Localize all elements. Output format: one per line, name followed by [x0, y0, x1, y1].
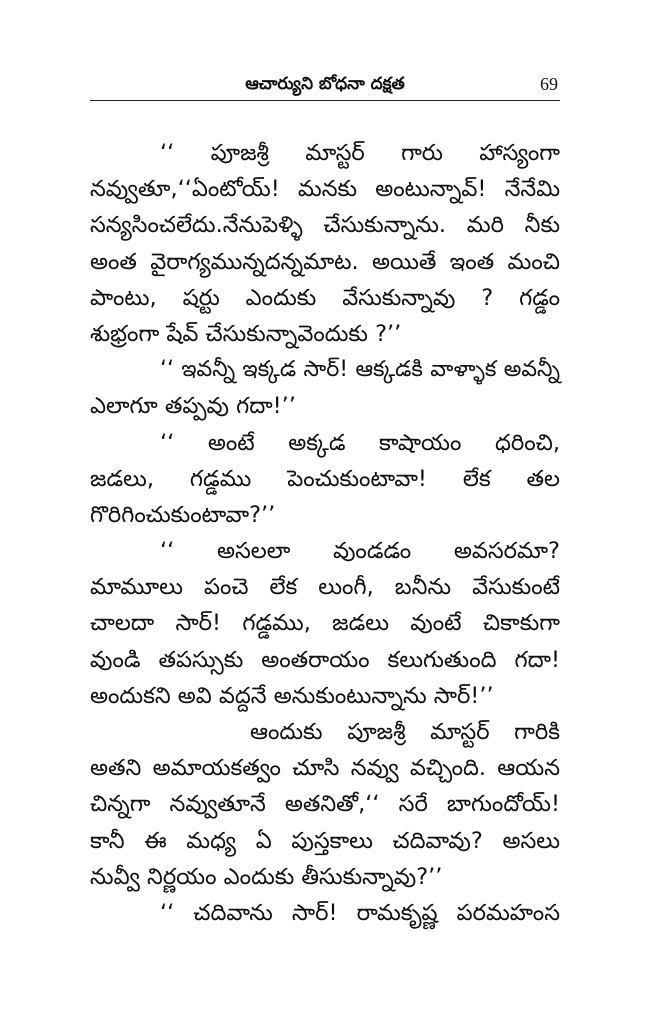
- text-line: జడలు, గడ్డము పెంచుకుంటావా! లేక తల: [90, 465, 560, 492]
- running-title: ఆచార్యుని బోధనా దక్షత: [245, 74, 405, 94]
- running-header: [90, 64, 560, 101]
- text-line: చిన్నగా నవ్వుతూనే అతనితో,‘‘ సరే బాగుందోయ్!: [90, 791, 560, 818]
- text-line: ‘‘ అసలలా వుండడం అవసరమా?: [160, 538, 560, 565]
- text-line: సన్యసించలేదు.నేనుపెళ్ళి చేసుకున్నాను. మరి నీకు: [90, 212, 560, 239]
- text-line: నవ్వుతూ,‘‘ఏంటోయ్! మనకు అంటున్నావ్! నేనేమి: [90, 176, 560, 203]
- text-line: ‘‘ ఇవన్నీ ఇక్కడ సార్! ఆక్కడకి వాళ్ళాక అవన్నీ: [160, 357, 560, 383]
- text-line: పాంటు, షర్టు ఎందుకు వేసుకున్నావు ? గడ్డం: [90, 284, 560, 311]
- page-number: 69: [540, 74, 558, 94]
- text-line: ఎలాగూ తప్పవు గదా!’’: [90, 393, 296, 420]
- text-line: అంత వైరాగ్యమున్నదన్నమాట. అయితే ఇంత మంచి: [90, 248, 560, 275]
- text-line: గొరిగించుకుంటావా?’’: [90, 501, 276, 528]
- text-line: అందుకని అవి వద్దనే అనుకుంటున్నాను సార్!’’: [90, 682, 494, 709]
- text-line: వుండి తపస్సుకు అంతరాయం కలుగుతుంది గదా!: [90, 646, 560, 673]
- text-line: నువ్వీ నిర్ణయం ఎందుకు తీసుకున్నావు?’’: [90, 863, 443, 890]
- body-text: [90, 135, 560, 931]
- text-line: అతని అమాయకత్వం చూసి నవ్వు వచ్చింది. ఆయన: [90, 755, 560, 782]
- text-line: కానీ ఈ మధ్య ఏ పుస్తకాలు చదివావు? అసలు: [90, 827, 560, 854]
- text-line: ‘‘ పూజశ్రీ మాస్టర్ గారు హాస్యంగా: [160, 140, 560, 166]
- text-line: శుభ్రంగా షేవ్ చేసుకున్నావెందుకు ?’’: [90, 320, 402, 347]
- text-line: చాలదా సార్! గడ్డము, జడలు వుంటే చికాకుగా: [90, 610, 560, 637]
- text-line: ‘‘ చదివాను సార్! రామకృష్ణ పరమహంస: [160, 899, 560, 926]
- text-line: మామూలు పంచె లేక లుంగీ, బనీను వేసుకుంటే: [90, 574, 560, 601]
- text-line: ‘‘ అంటే అక్కడ కాషాయం ధరించి,: [160, 429, 560, 456]
- text-line: ఆందుకు పూజశ్రీ మాస్టర్ గారికి: [250, 719, 560, 745]
